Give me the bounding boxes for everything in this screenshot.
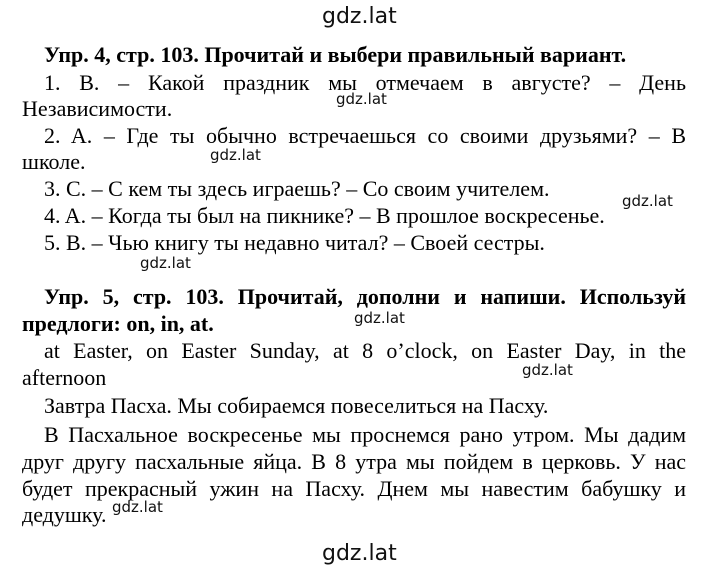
watermark-bottom: gdz.lat — [322, 541, 397, 566]
exercise5-heading-line2: предлоги: on, in, at. — [22, 311, 214, 336]
exercise5-text-line2: В Пасхальное воскресенье мы проснемся рано утром. Мы дадим — [44, 422, 686, 447]
exercise5-text-line1: Завтра Пасха. Мы собираемся повеселиться на Пасху. — [44, 393, 549, 418]
watermark: gdz.lat — [622, 192, 673, 210]
exercise5-text-line4: будет прекрасный ужин на Пасху. Днем мы навестим бабушку и — [22, 476, 686, 501]
exercise5-answers-line1: at Easter, on Easter Sunday, at 8 o’clock, on Easter Day, in the — [44, 338, 686, 363]
exercise5-text-line3: друг другу пасхальные яйца. В 8 утра мы пойдем в церковь. У нас — [22, 449, 686, 474]
watermark: gdz.lat — [210, 146, 261, 164]
exercise5-answers-line2: afternoon — [22, 365, 107, 390]
exercise4-item4: 4. A. – Когда ты был на пикнике? – В прошлое воскресенье. — [44, 203, 605, 228]
watermark: gdz.lat — [336, 90, 387, 108]
exercise5-heading-line1: Упр. 5, стр. 103. Прочитай, дополни и напиши. Используй — [44, 284, 686, 309]
exercise4-item1-line1: 1. B. – Какой праздник мы отмечаем в августе? – День — [44, 70, 686, 95]
exercise4-item1-line2: Независимости. — [22, 96, 173, 121]
exercise4-item2-line1: 2. A. – Где ты обычно встречаешься со своими друзьями? – В — [44, 123, 686, 148]
exercise5-text-line5: дедушку. — [22, 502, 107, 527]
exercise4-heading: Упр. 4, стр. 103. Прочитай и выбери правильный вариант. — [44, 42, 627, 67]
exercise4-item5: 5. B. – Чью книгу ты недавно читал? – Своей сестры. — [44, 230, 545, 255]
watermark: gdz.lat — [354, 309, 405, 327]
exercise4-item3: 3. C. – С кем ты здесь играешь? – Со своим учителем. — [44, 176, 550, 201]
watermark: gdz.lat — [522, 361, 573, 379]
exercise4-item2-line2: школе. — [22, 149, 86, 174]
watermark: gdz.lat — [140, 254, 191, 272]
watermark: gdz.lat — [112, 498, 163, 516]
watermark-top: gdz.lat — [322, 4, 397, 29]
